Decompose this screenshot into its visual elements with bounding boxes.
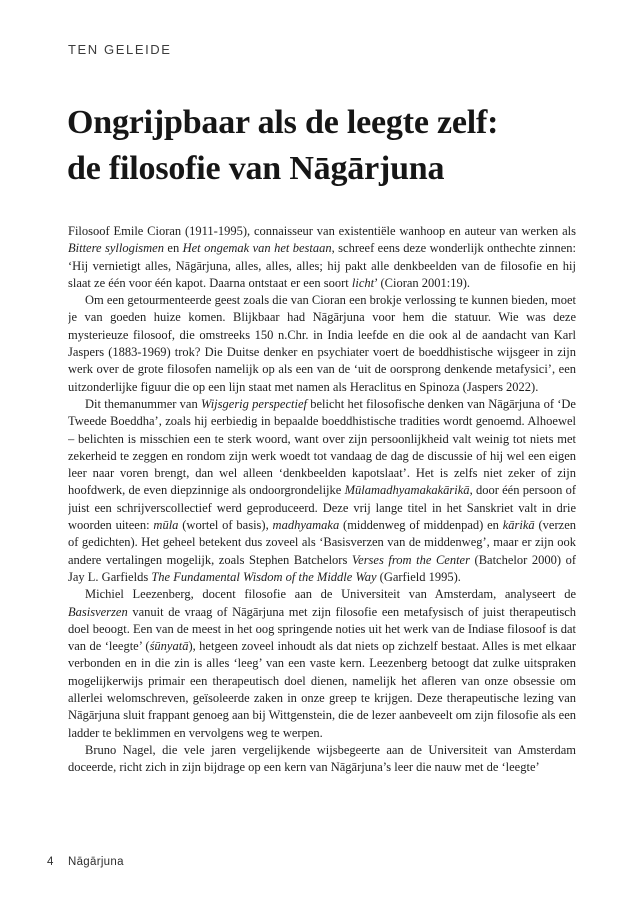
page-title-line-2: de filosofie van Nāgārjuna bbox=[67, 150, 445, 187]
page-title bbox=[67, 100, 587, 192]
paragraph: Dit themanummer van Wijsgerig perspectief belicht het filosofische denken van Nāgārjuna of ‘De Tweede Boeddha’, zoals hij eerbiedig in bepaalde boeddhistische tradities wordt genoemd. Alhoewel – belichten is misschien een te sterk woord, want over zijn persoonlijkheid valt weinig tot niets met zekerheid te zeggen en rondom zijn werk woedt tot vandaag de dag de discussie of hij wel een eigen leer naar voren brengt, dan wel alleen ‘denkbeelden kapotslaat’. Het is zelfs niet zeker of zijn hoofdwerk, de even diepzinnige als ondoorgrondelijke Mūlamadhyamakakārikā, door één persoon of juist een schrijverscollectief werd geproduceerd. Deze vrij lange titel in het Sanskriet valt in drie woorden uiteen: mūla (wortel of basis), madhyamaka (middenweg of middenpad) en kārikā (verzen of gedichten). Het geheel betekent dus zoveel als ‘Basisverzen van de middenweg’, maar er zijn ook andere vertalingen mogelijk, zoals Stephen Batchelors Verses from the Center (Batchelor 2000) of Jay L. Garfields The Fundamental Wisdom of the Middle Way (Garfield 1995). bbox=[68, 396, 576, 584]
running-title: Nāgārjuna bbox=[68, 856, 124, 868]
section-kicker: TEN GELEIDE bbox=[68, 42, 172, 57]
paragraph: Bruno Nagel, die vele jaren vergelijkende wijsbegeerte aan de Universiteit van Amsterdam doceerde, richt zich in zijn bijdrage op een kern van Nāgārjuna’s leer die nauw met de ‘leegte’ bbox=[68, 742, 576, 775]
page-number: 4 bbox=[47, 856, 54, 868]
article-body bbox=[68, 223, 576, 848]
paragraph: Om een getourmenteerde geest zoals die van Cioran een brokje verlossing te kunnen bieden, moet je van goeden huize komen. Blijkbaar had Nāgārjuna voor hem die statuur. Wie was deze mysterieuze filosoof, die omstreeks 150 n.Chr. in India leefde en die ook al de aandacht van Karl Jaspers (1883-1969) trok? Die Duitse denker en psychiater voert de boeddhistische wijsgeer in zijn werk over de grote filosofen namelijk op als een van de ‘uit de oorsprong denkende metafysici’, een uitzonderlijke figuur die op een lijn staat met namen als Heraclitus en Spinoza (Jaspers 2022). bbox=[68, 293, 576, 394]
paragraph: Michiel Leezenberg, docent filosofie aan de Universiteit van Amsterdam, analyseert de Basisverzen vanuit de vraag of Nāgārjuna met zijn filosofie een metafysisch of juist therapeutisch doel beoogt. Een van de meest in het oog springende noties uit het werk van de Indiase filosoof is dat van de ‘leegte’ (śūnyatā), hetgeen zoveel inhoudt als dat niets op zichzelf bestaat. Alles is met elkaar verbonden en in die zin is alles ‘leeg’ van een vaste kern. Leezenberg betoogt dat zulke uitspraken mogelijkerwijs primair een therapeutisch doel dienen, namelijk het afleren van onze obsessie om allerlei welomschreven, geïsoleerde zaken in onze greep te krijgen. Deze therapeutische lezing van Nāgārjuna sluit frappant genoeg aan bij Wittgenstein, die de lezer aanbeveelt om zijn filosofie als een ladder te beklimmen en vervolgens weg te werpen. bbox=[68, 587, 576, 740]
page-title-line-1: Ongrijpbaar als de leegte zelf: bbox=[67, 104, 499, 141]
paragraph: Filosoof Emile Cioran (1911-1995), connaisseur van existentiële wanhoop en auteur van werken als Bittere syllogismen en Het ongemak van het bestaan, schreef eens deze wonderlijk onthechte zinnen: ‘Hij vernietigt alles, Nāgārjuna, alles, alles, alles; hij pakt alle denkbeelden van de filosofie en hij slaat ze één voor één kapot. Daarna ontstaat er een soort licht’ (Cioran 2001:19). bbox=[68, 224, 576, 290]
page-footer bbox=[47, 856, 124, 868]
